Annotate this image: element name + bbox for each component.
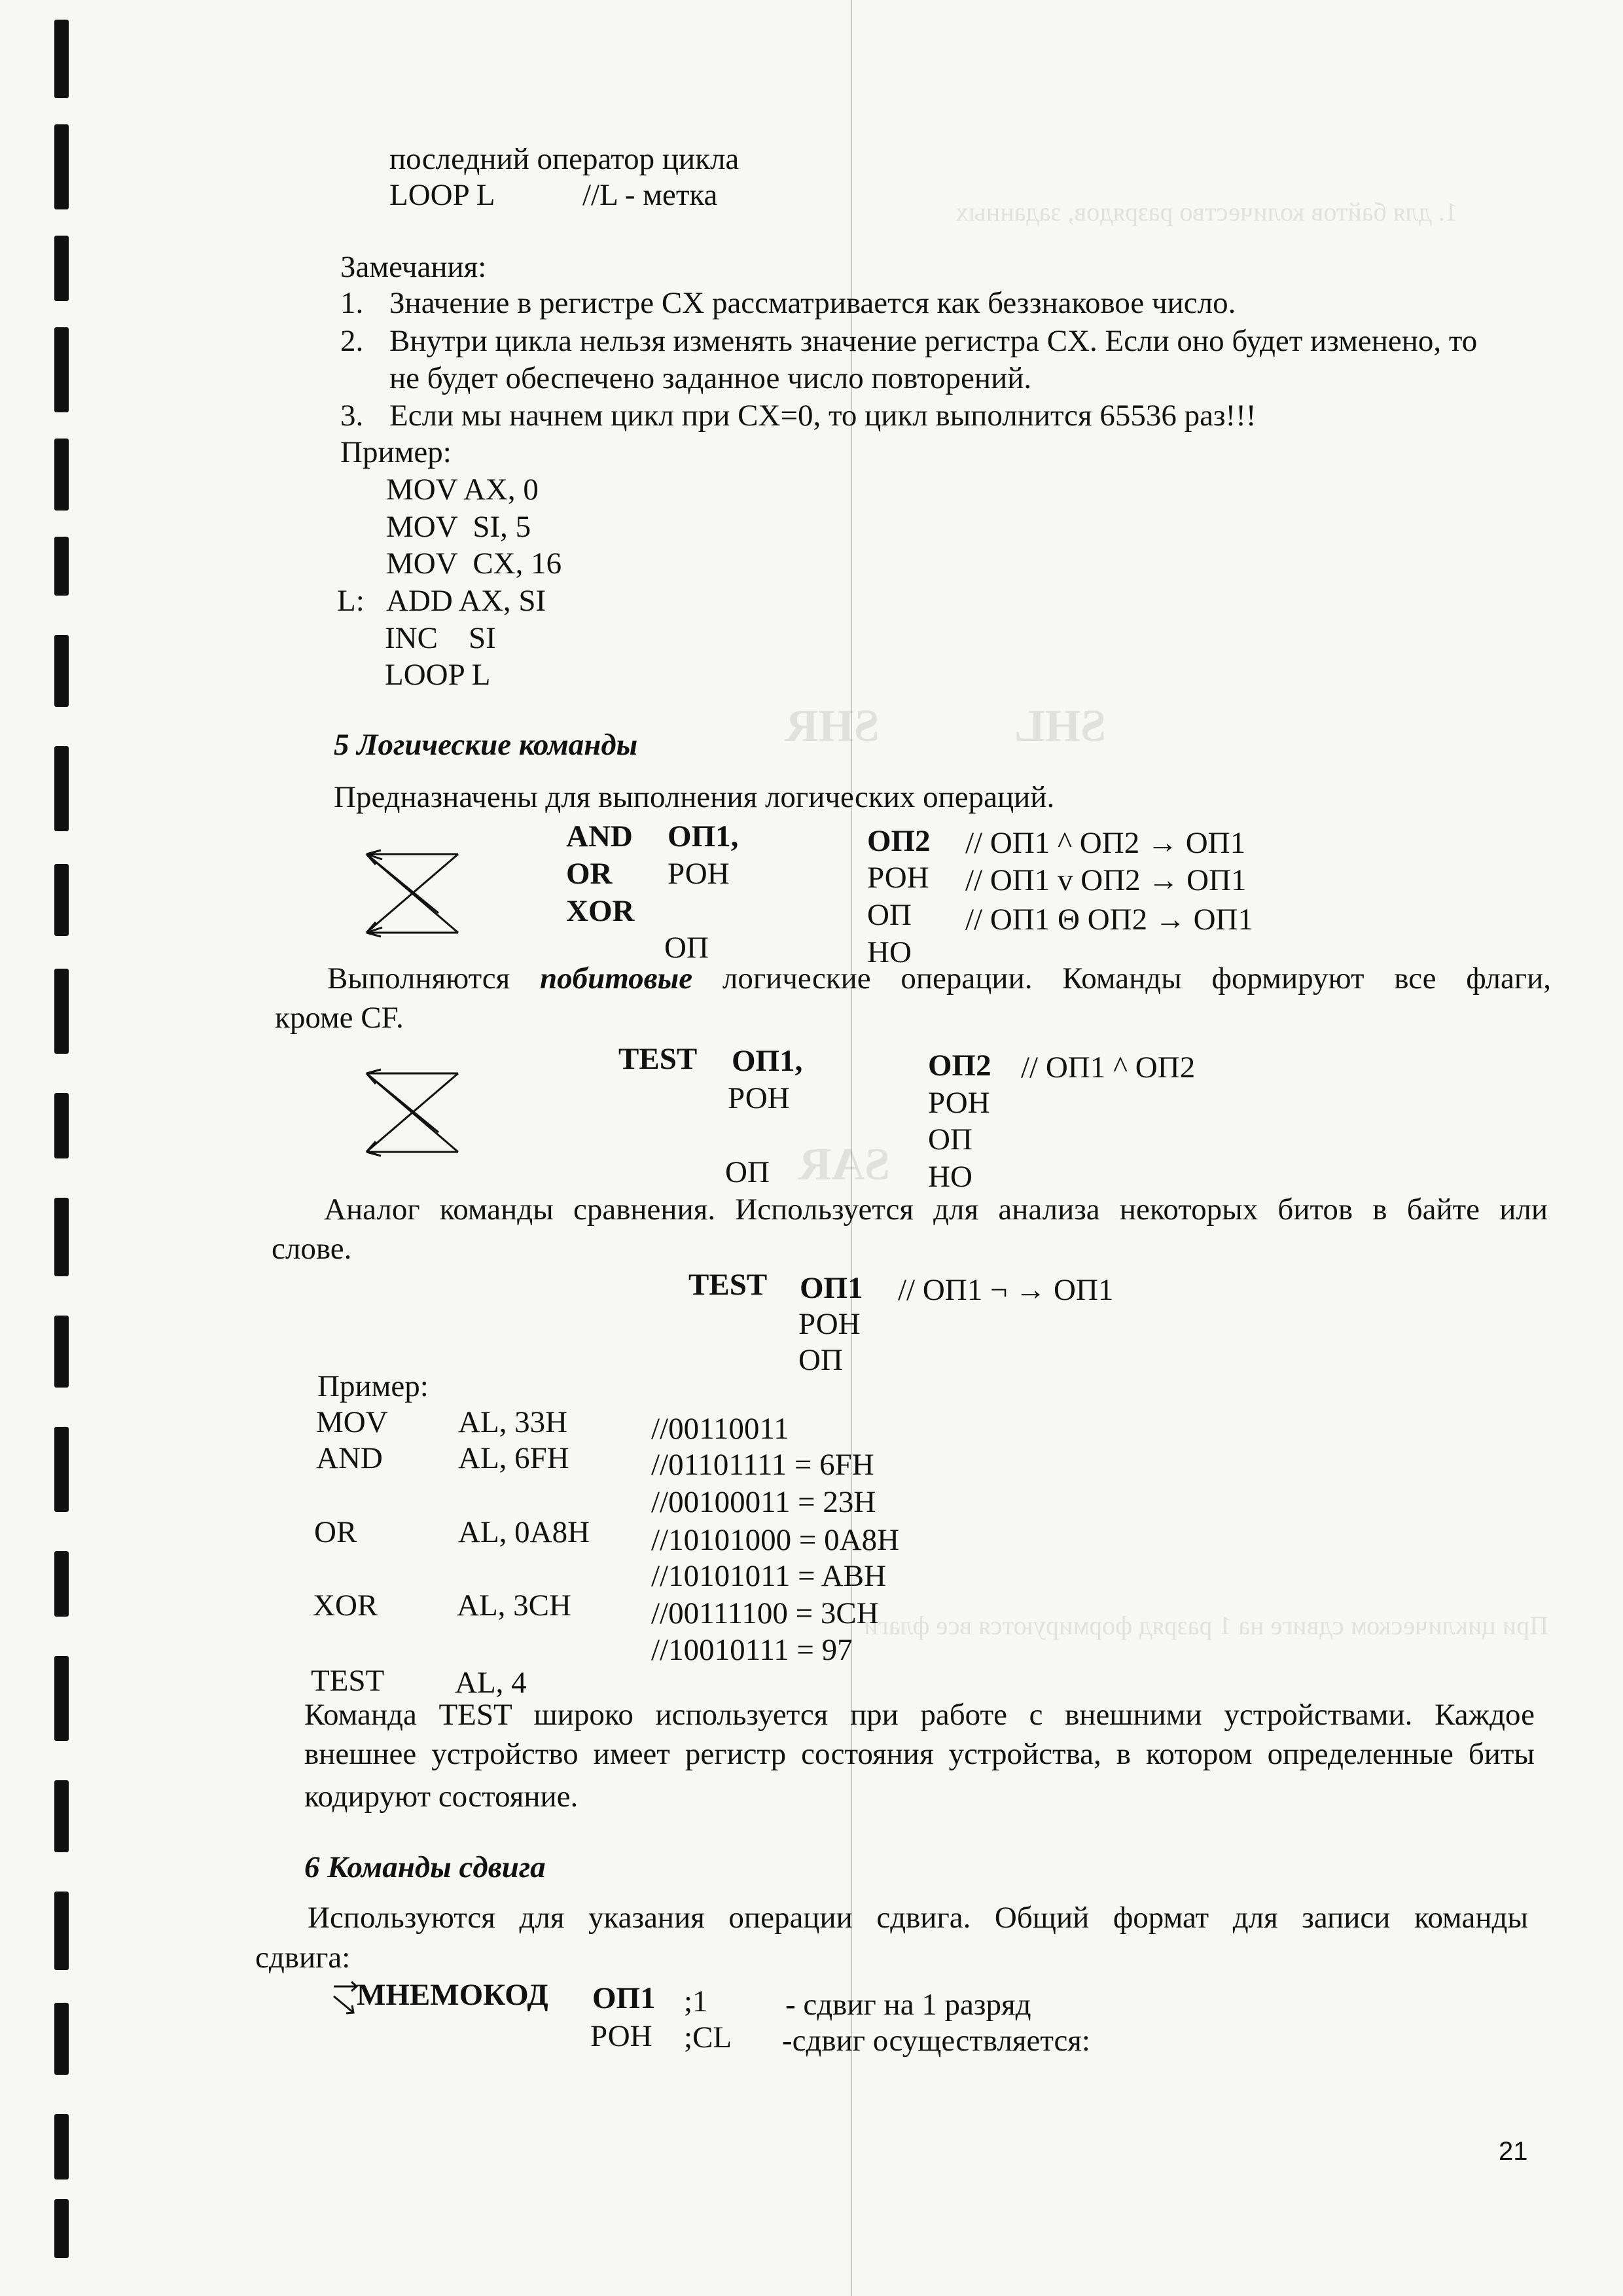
code-line: INC SI: [385, 621, 496, 655]
example-mnemonic: AND: [316, 1441, 383, 1475]
paragraph: Команда TEST широко используется при работе с внешними устройствами. Каждое: [304, 1698, 1535, 1732]
section-title: 5 Логические команды: [334, 728, 638, 762]
mnemonic-or: OR: [566, 857, 613, 891]
mnemonic-xor: XOR: [566, 894, 635, 928]
loop-comment: //L - метка: [582, 178, 718, 212]
example-comment: //10101011 = ABH: [651, 1559, 887, 1593]
operand2-value: НО: [928, 1160, 972, 1194]
operand1-label: ОП1: [800, 1271, 863, 1305]
example-args: AL, 6FH: [458, 1441, 569, 1475]
example-heading: Пример:: [317, 1369, 429, 1403]
operand2-value: РОН: [867, 861, 929, 895]
paragraph: Аналог команды сравнения. Используется для анализа некоторых битов в байте или: [324, 1193, 1548, 1227]
code-line: MOV CX, 16: [386, 547, 562, 581]
example-mnemonic: TEST: [311, 1664, 385, 1698]
bleed-through: SAR: [798, 1139, 891, 1190]
note-text: Внутри цикла нельзя изменять значение регистра CX. Если оно будет изменено, то: [389, 324, 1478, 358]
operand-arrows-icon: [353, 1060, 471, 1172]
operand2-label: ОП2: [928, 1049, 991, 1083]
mnemonic-test: TEST: [688, 1268, 768, 1302]
paragraph: Выполняются побитовые логические операции. Команды формируют все флаги,: [327, 961, 1551, 996]
example-comment: //01101111 = 6FH: [651, 1448, 874, 1482]
paragraph-end: слове.: [272, 1232, 352, 1266]
example-mnemonic: XOR: [313, 1588, 378, 1623]
emphasis: побитовые: [540, 961, 693, 996]
paragraph-end: кроме CF.: [275, 1001, 404, 1035]
note-text-continued: не будет обеспечено заданное число повторений.: [389, 361, 1032, 395]
example-mnemonic: OR: [314, 1515, 357, 1549]
operand1-label: ОП1: [592, 1981, 656, 2015]
mnemonic-test: TEST: [618, 1042, 698, 1076]
note-number: 3.: [340, 399, 364, 433]
example-args: AL, 0A8H: [458, 1515, 590, 1549]
notes-heading: Замечания:: [340, 250, 487, 284]
operand1-value: РОН: [590, 2019, 652, 2053]
operation-comment: // ОП1 v ОП2 → ОП1: [965, 863, 1247, 897]
example-comment: //00111100 = 3CH: [651, 1596, 879, 1630]
code-line: MOV AX, 0: [386, 473, 539, 507]
loop-command: LOOP L: [389, 178, 495, 212]
paragraph: внешнее устройство имеет регистр состояния устройства, в котором определенные биты: [304, 1737, 1535, 1771]
shift-count: ;1: [684, 1984, 708, 2018]
operand1-value: ОП: [664, 931, 709, 965]
operand1-value: РОН: [668, 857, 730, 891]
mnemonic-placeholder: МНЕМОКОД: [357, 1978, 548, 2012]
operation-comment: // ОП1 Θ ОП2 → ОП1: [965, 903, 1253, 937]
mnemonic-and: AND: [566, 819, 633, 853]
code-label: L:: [337, 584, 365, 618]
example-heading: Пример:: [340, 435, 452, 469]
shift-description: - сдвиг на 1 разряд: [785, 1988, 1031, 2022]
operand1-label: ОП1,: [732, 1044, 803, 1078]
operand1-label: ОП1,: [668, 819, 739, 853]
paragraph: Используются для указания операции сдвига. Общий формат для записи команды: [308, 1901, 1528, 1935]
operand1-value: РОН: [728, 1081, 790, 1115]
example-comment: //10010111 = 97: [651, 1633, 853, 1667]
example-args: AL, 4: [455, 1666, 527, 1700]
paragraph-end: кодируют состояние.: [304, 1780, 579, 1814]
operand2-value: ОП: [928, 1122, 972, 1157]
shift-description: -сдвиг осуществляется:: [782, 2024, 1090, 2058]
section-intro: Предназначены для выполнения логических операций.: [334, 780, 1055, 814]
operand2-value: ОП: [867, 898, 912, 932]
page-number: 21: [1499, 2137, 1528, 2166]
note-number: 1.: [340, 286, 364, 320]
code-line: ADD AX, SI: [386, 584, 546, 618]
bleed-through: 1. для байтов количество разрядов, заданных: [955, 197, 1458, 226]
operand1-value: ОП: [725, 1155, 770, 1189]
code-line: LOOP L: [385, 658, 491, 692]
section-title: 6 Команды сдвига: [304, 1850, 546, 1884]
example-mnemonic: MOV: [316, 1405, 388, 1439]
bleed-through: SHL SHR: [785, 701, 1107, 751]
operand1-value: ОП: [798, 1343, 843, 1377]
bleed-through: При циклическом сдвиге на 1 разряд формируются все флаги: [864, 1611, 1549, 1640]
operand2-label: ОП2: [867, 824, 931, 858]
note-number: 2.: [340, 324, 364, 358]
operation-comment: // ОП1 ^ ОП2: [1021, 1050, 1196, 1085]
example-comment: //00100011 = 23H: [651, 1485, 876, 1519]
loop-tail-line: последний оператор цикла: [389, 142, 740, 176]
operation-comment: // ОП1 ^ ОП2 → ОП1: [965, 826, 1246, 860]
operand2-value: РОН: [928, 1086, 990, 1120]
binding-strip: [36, 20, 82, 2271]
operand1-value: РОН: [798, 1307, 861, 1341]
operation-comment: // ОП1 ¬ → ОП1: [898, 1273, 1114, 1307]
note-text: Значение в регистре CX рассматривается как беззнаковое число.: [389, 286, 1236, 320]
note-text: Если мы начнем цикл при CX=0, то цикл выполнится 65536 раз!!!: [389, 399, 1257, 433]
example-args: AL, 3CH: [457, 1588, 571, 1623]
operand2-value: НО: [867, 935, 912, 969]
code-line: MOV SI, 5: [386, 510, 531, 544]
shift-count: ;CL: [684, 2020, 732, 2054]
example-comment: //10101000 = 0A8H: [651, 1523, 900, 1557]
example-args: AL, 33H: [458, 1405, 568, 1439]
paragraph-end: сдвига:: [255, 1941, 351, 1975]
operand-arrows-icon: [353, 841, 471, 952]
example-comment: //00110011: [651, 1412, 789, 1446]
